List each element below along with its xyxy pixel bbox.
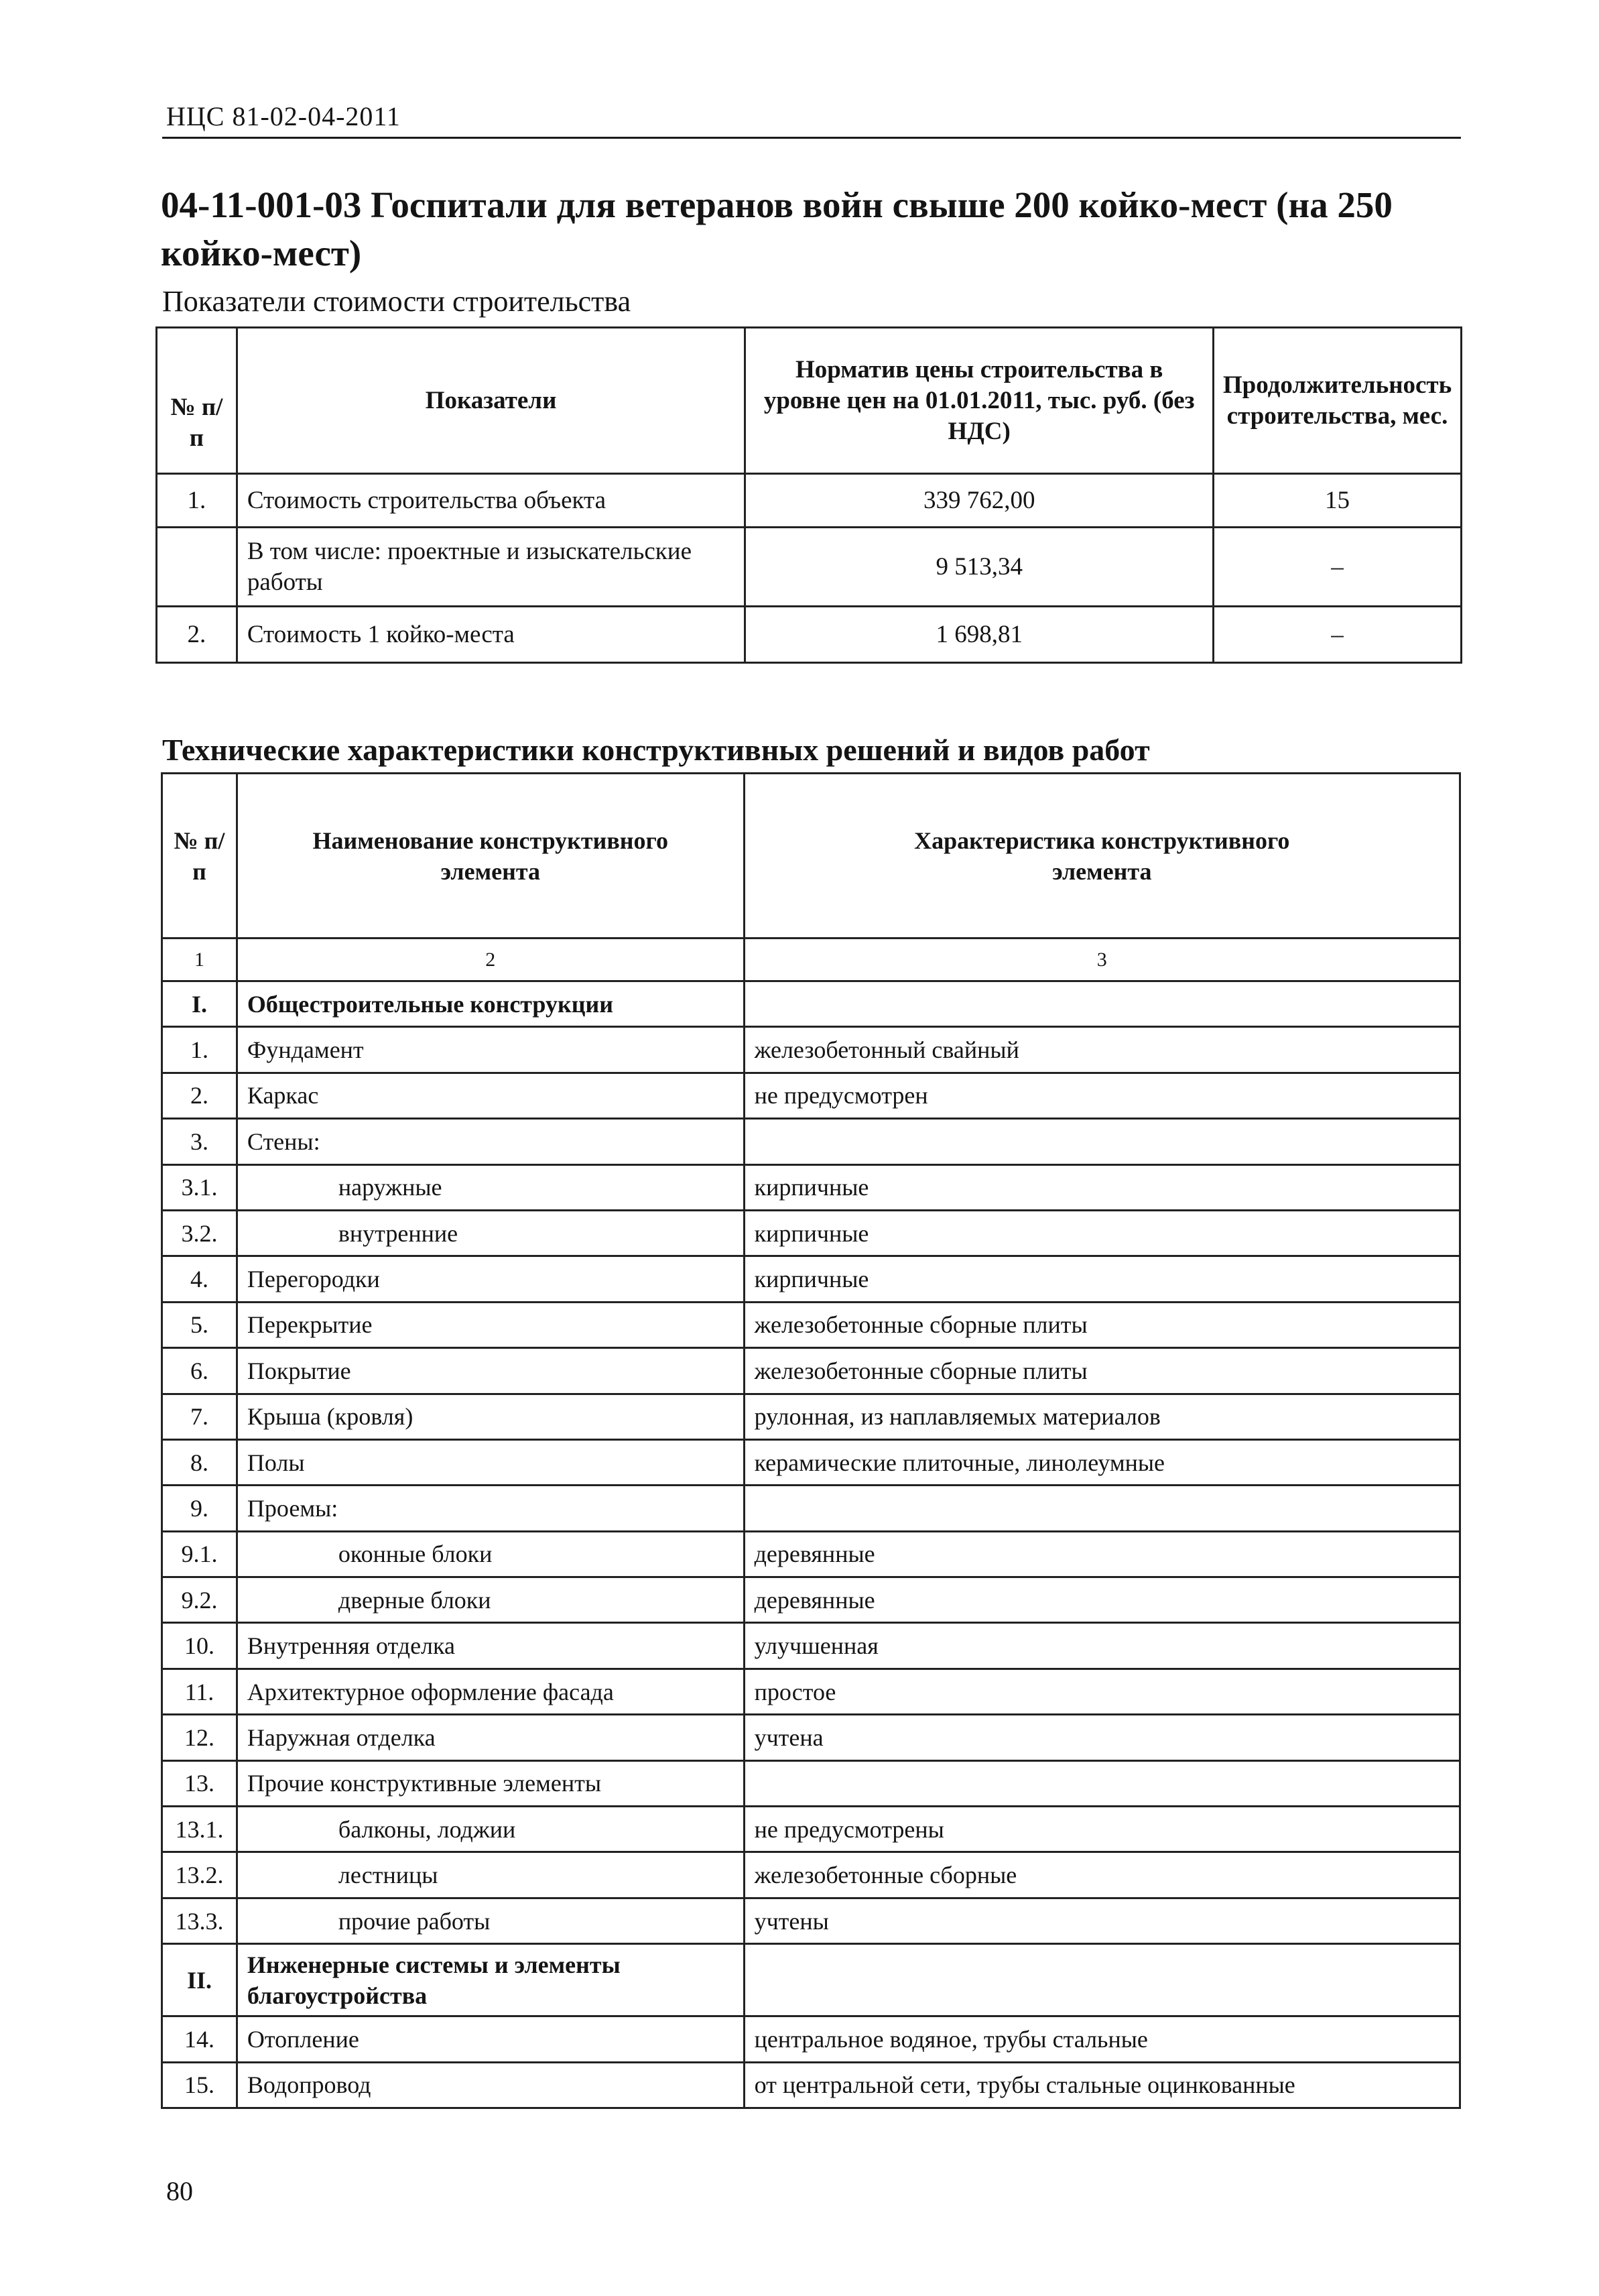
row-characteristic: от центральной сети, трубы стальные оцинкованные (744, 2062, 1460, 2108)
row-num: 3.1. (162, 1164, 237, 1210)
row-element-name: Прочие конструктивные элементы (237, 1760, 744, 1806)
row-price: 339 762,00 (745, 474, 1214, 528)
row-num (157, 528, 237, 607)
table-row (162, 1119, 1460, 1164)
table-row (162, 1164, 1460, 1210)
row-element-name: Стены: (237, 1119, 744, 1164)
table-row (162, 1439, 1460, 1485)
row-characteristic: учтена (744, 1715, 1460, 1760)
table-row (162, 1027, 1460, 1073)
row-num: 13.2. (162, 1852, 237, 1898)
row-num: 1. (162, 1027, 237, 1073)
cost-col-duration: Продолжительность строительства, мес. (1214, 328, 1462, 474)
row-characteristic (744, 1119, 1460, 1164)
row-num: 14. (162, 2016, 237, 2062)
table-row (162, 1394, 1460, 1439)
row-element-name: Внутренняя отделка (237, 1623, 744, 1669)
cost-indicators-table (155, 326, 1462, 664)
row-element-name: лестницы (237, 1852, 744, 1898)
row-element-name: прочие работы (237, 1898, 744, 1943)
table-row (162, 1623, 1460, 1669)
row-duration: – (1214, 607, 1462, 663)
row-indicator: В том числе: проектные и изыскательские работы (237, 528, 745, 607)
row-element-name: внутренние (237, 1210, 744, 1256)
row-element-name: Крыша (кровля) (237, 1394, 744, 1439)
row-price: 9 513,34 (745, 528, 1214, 607)
table-row (162, 1944, 1460, 2016)
row-num: 6. (162, 1348, 237, 1394)
row-num: I. (162, 981, 237, 1027)
tech-col-name: Наименование конструктивного элемента (237, 774, 744, 939)
row-num: 13. (162, 1760, 237, 1806)
row-element-name: Водопровод (237, 2062, 744, 2108)
table-row (162, 1302, 1460, 1347)
row-num: 15. (162, 2062, 237, 2108)
row-num: 7. (162, 1394, 237, 1439)
table-row (162, 1256, 1460, 1302)
tech-characteristics-table (161, 772, 1461, 2109)
row-element-name: дверные блоки (237, 1577, 744, 1623)
table-row (162, 1669, 1460, 1714)
cost-col-num: № п/п (157, 328, 237, 474)
table-row (157, 607, 1462, 663)
row-characteristic: простое (744, 1669, 1460, 1714)
page-title: 04-11-001-03 Госпитали для ветеранов войн свыше 200 койко-мест (на 250 койко-мест) (161, 184, 1393, 274)
row-characteristic: деревянные (744, 1577, 1460, 1623)
row-characteristic: кирпичные (744, 1210, 1460, 1256)
row-element-name: Отопление (237, 2016, 744, 2062)
row-num: 3.2. (162, 1210, 237, 1256)
row-num: 8. (162, 1439, 237, 1485)
row-characteristic: железобетонные сборные (744, 1852, 1460, 1898)
row-num: 4. (162, 1256, 237, 1302)
table-row (162, 1577, 1460, 1623)
row-indicator: Стоимость строительства объекта (237, 474, 745, 528)
table-row (162, 1807, 1460, 1852)
table-row (162, 1898, 1460, 1943)
row-duration: – (1214, 528, 1462, 607)
table-row (162, 1760, 1460, 1806)
table-row (162, 2016, 1460, 2062)
row-num: 10. (162, 1623, 237, 1669)
row-num: 9.1. (162, 1531, 237, 1577)
row-characteristic: центральное водяное, трубы стальные (744, 2016, 1460, 2062)
row-element-name: наружные (237, 1164, 744, 1210)
row-element-name: балконы, лоджии (237, 1807, 744, 1852)
table-row (162, 1210, 1460, 1256)
row-element-name: Перекрытие (237, 1302, 744, 1347)
row-characteristic: деревянные (744, 1531, 1460, 1577)
row-characteristic (744, 1944, 1460, 2016)
row-characteristic: не предусмотрен (744, 1073, 1460, 1118)
row-element-name: Покрытие (237, 1348, 744, 1394)
row-characteristic (744, 1486, 1460, 1531)
row-element-name: Полы (237, 1439, 744, 1485)
row-element-name: Общестроительные конструкции (237, 981, 744, 1027)
row-element-name: Архитектурное оформление фасада (237, 1669, 744, 1714)
row-characteristic (744, 1760, 1460, 1806)
row-characteristic: не предусмотрены (744, 1807, 1460, 1852)
row-characteristic: железобетонные сборные плиты (744, 1302, 1460, 1347)
row-element-name: Наружная отделка (237, 1715, 744, 1760)
table-row (162, 1348, 1460, 1394)
cost-section-heading: Показатели стоимости строительства (162, 285, 631, 318)
row-num: 12. (162, 1715, 237, 1760)
row-characteristic: учтены (744, 1898, 1460, 1943)
row-characteristic (744, 981, 1460, 1027)
row-num: 3. (162, 1119, 237, 1164)
row-characteristic: керамические плиточные, линолеумные (744, 1439, 1460, 1485)
row-num: 5. (162, 1302, 237, 1347)
cost-col-price: Норматив цены строительства в уровне цен на 01.01.2011, тыс. руб. (без НДС) (745, 328, 1214, 474)
column-number: 1 (162, 939, 237, 981)
column-number: 2 (237, 939, 744, 981)
row-num: 2. (162, 1073, 237, 1118)
row-characteristic: рулонная, из наплавляемых материалов (744, 1394, 1460, 1439)
row-characteristic: улучшенная (744, 1623, 1460, 1669)
row-element-name: Инженерные системы и элементы благоустройства (237, 1944, 744, 2016)
table-row (162, 1073, 1460, 1118)
row-price: 1 698,81 (745, 607, 1214, 663)
cost-col-indicator: Показатели (237, 328, 745, 474)
row-characteristic: кирпичные (744, 1164, 1460, 1210)
table-row (162, 1852, 1460, 1898)
row-num: 9. (162, 1486, 237, 1531)
row-num: 9.2. (162, 1577, 237, 1623)
tech-col-num: № п/п (162, 774, 237, 939)
row-num: II. (162, 1944, 237, 2016)
page-number: 80 (166, 2176, 193, 2206)
row-num: 11. (162, 1669, 237, 1714)
table-row (157, 528, 1462, 607)
table-row (157, 474, 1462, 528)
row-duration: 15 (1214, 474, 1462, 528)
row-characteristic: кирпичные (744, 1256, 1460, 1302)
table-row (162, 1715, 1460, 1760)
table-row (162, 981, 1460, 1027)
row-num: 1. (157, 474, 237, 528)
header-rule (162, 137, 1461, 139)
row-indicator: Стоимость 1 койко-места (237, 607, 745, 663)
row-num: 13.1. (162, 1807, 237, 1852)
document-code: НЦС 81-02-04-2011 (166, 101, 401, 131)
row-element-name: Проемы: (237, 1486, 744, 1531)
row-num: 13.3. (162, 1898, 237, 1943)
row-num: 2. (157, 607, 237, 663)
column-number: 3 (744, 939, 1460, 981)
table-row (162, 1486, 1460, 1531)
row-element-name: оконные блоки (237, 1531, 744, 1577)
row-element-name: Фундамент (237, 1027, 744, 1073)
tech-col-characteristic: Характеристика конструктивного элемента (744, 774, 1460, 939)
row-element-name: Каркас (237, 1073, 744, 1118)
table-row (162, 2062, 1460, 2108)
tech-section-heading: Технические характеристики конструктивных решений и видов работ (162, 733, 1150, 767)
row-element-name: Перегородки (237, 1256, 744, 1302)
row-characteristic: железобетонный свайный (744, 1027, 1460, 1073)
row-characteristic: железобетонные сборные плиты (744, 1348, 1460, 1394)
table-row (162, 1531, 1460, 1577)
